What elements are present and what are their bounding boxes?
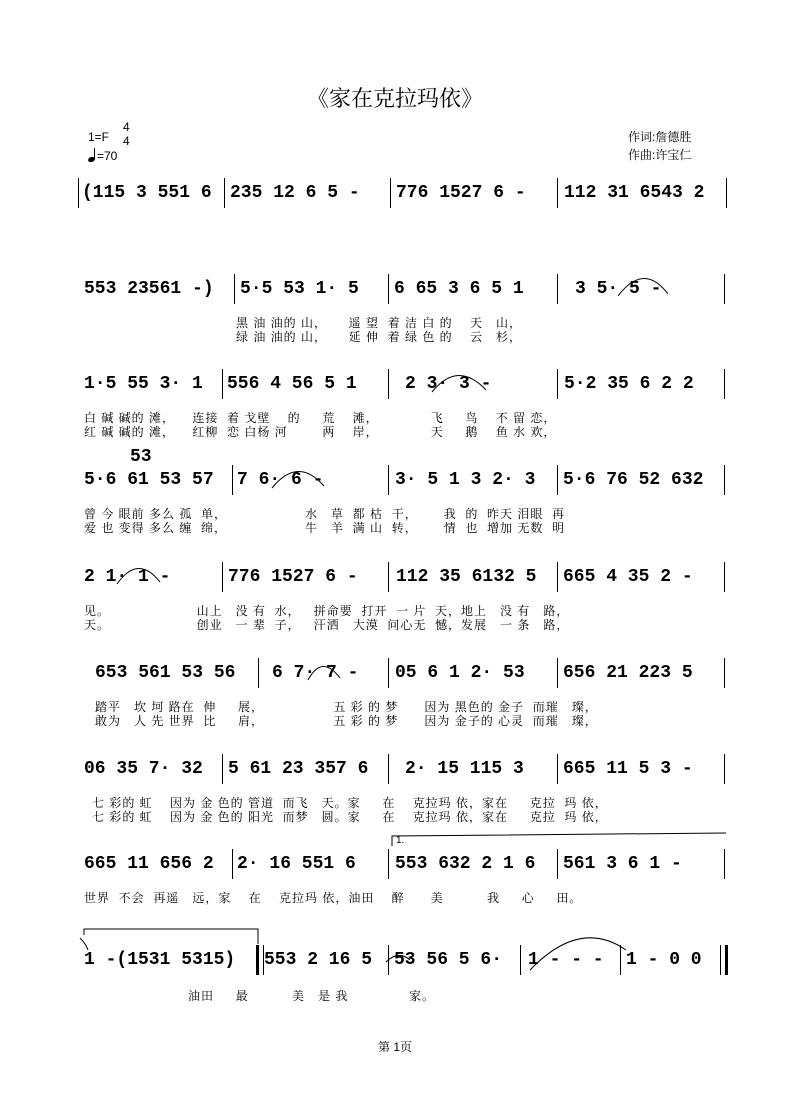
lyric-line-2: 红 碱 碱的 滩， 红柳 恋 白杨 河 两 岸， 天 鹅 鱼 水 欢，: [84, 425, 557, 439]
barline: [724, 658, 725, 688]
barline: [557, 754, 558, 784]
repeat-barline: [256, 945, 264, 975]
barline: [388, 562, 389, 592]
barline: [222, 754, 223, 784]
measure: 7 6· 6 -: [237, 470, 324, 490]
measure: 112 35 6132 5: [396, 567, 537, 587]
page-title: 《家在克拉玛依》: [306, 86, 483, 111]
measure: 665 11 5 3 -: [563, 759, 693, 779]
barline: [520, 945, 521, 975]
measure: 112 31 6543 2: [564, 183, 705, 203]
lyric-line-1: 曾 今 眼前 多么 孤 单， 水 草 都 枯 干， 我 的 昨天 泪眼 再: [84, 507, 566, 521]
tempo-marking: [88, 148, 117, 163]
barline: [724, 369, 725, 399]
barline: [388, 369, 389, 399]
measure: 776 1527 6 -: [396, 183, 526, 203]
lyric-line-1: 白 碱 碱的 滩， 连接 着 戈壁 的 荒 滩， 飞 鸟 不 留 恋，: [84, 411, 557, 425]
barline: [388, 274, 389, 304]
measure: 5·6 61 53 57: [84, 470, 214, 490]
time-sig-bottom: 4: [123, 134, 130, 148]
barline: [222, 562, 223, 592]
quarter-note-icon: [88, 149, 97, 163]
barline: [724, 562, 725, 592]
measure: 1 -(1531 5315): [84, 950, 236, 970]
measure: 06 35 7· 32: [84, 759, 203, 779]
lyric-line-1: 见。 山上 没 有 水， 拼命要 打开 一 片 天，地上 没 有 路，: [84, 604, 570, 618]
barline: [224, 178, 225, 208]
measure: 665 4 35 2 -: [563, 567, 693, 587]
measure: 556 4 56 5 1: [227, 374, 357, 394]
measure: 6 65 3 6 5 1: [394, 279, 524, 299]
measure: 1·5 55 3· 1: [84, 374, 203, 394]
barline: [388, 945, 389, 975]
time-sig-top: 4: [123, 120, 130, 134]
page-number: 第 1页: [377, 1040, 412, 1054]
volta-label: 1.: [396, 835, 405, 846]
lyric-line-2: 七 彩的 虹 因为 金 色的 阳光 而梦 圆。家 在 克拉玛 依，家在 克拉 玛 依，: [92, 810, 608, 824]
measure: 2 3· 3 -: [405, 374, 492, 394]
measure: 561 3 6 1 -: [563, 854, 682, 874]
barline: [232, 849, 233, 879]
lyric-line-1: 黑 油 油的 山， 遥 望 着 洁 白 的 天 山，: [236, 316, 523, 330]
measure: 653 561 53 56: [95, 663, 236, 683]
measure: 656 21 223 5: [563, 663, 693, 683]
barline: [724, 754, 725, 784]
lyricist-credit: 作词:詹德胜: [628, 130, 692, 144]
measure: 235 12 6 5 -: [230, 183, 360, 203]
barline: [388, 658, 389, 688]
key-signature: 1=F: [88, 130, 110, 144]
stacked-notes: 53: [130, 447, 152, 467]
measure: 553 632 2 1 6: [395, 854, 536, 874]
measure: 3· 5 1 3 2· 3: [395, 470, 536, 490]
barline: [557, 465, 558, 495]
measure: 2 1· 1 -: [84, 567, 171, 587]
lyric-line-1: 七 彩的 虹 因为 金 色的 管道 而飞 天。家 在 克拉玛 依，家在 克拉 玛 依，: [92, 796, 608, 810]
measure: 2· 15 115 3: [405, 759, 524, 779]
lyric-line-1: 油田 最 美 是 我 家。: [84, 989, 436, 1003]
barline: [388, 754, 389, 784]
barline: [724, 849, 725, 879]
barline: [232, 465, 233, 495]
barline: [557, 369, 558, 399]
tempo-value: =70: [97, 149, 118, 163]
measure: 5 61 23 357 6: [228, 759, 369, 779]
barline: [222, 369, 223, 399]
measure: 1 - - -: [528, 950, 604, 970]
measure: 553 23561 -): [84, 279, 214, 299]
measure: 5·6 76 52 632: [563, 470, 704, 490]
time-signature: [123, 120, 130, 148]
barline: [258, 658, 259, 688]
barline: [78, 178, 79, 208]
barline: [388, 849, 389, 879]
lyric-line-1: 世界 不会 再遥 远，家 在 克拉玛 依，油田 醉 美 我 心 田。: [84, 891, 583, 905]
barline: [557, 562, 558, 592]
barline: [557, 658, 558, 688]
measure: 05 6 1 2· 53: [395, 663, 525, 683]
barline: [620, 945, 621, 975]
barline: [724, 465, 725, 495]
barline: [388, 465, 389, 495]
barline: [390, 178, 391, 208]
measure: 553 2 16 5: [264, 950, 373, 970]
barline: [557, 178, 558, 208]
barline: [234, 274, 235, 304]
lyric-line-2: 敢为 人 先 世界 比 肩， 五 彩 的 梦 因为 金子的 心灵 而璀 璨，: [95, 714, 598, 728]
lyric-line-2: 绿 油 油的 山， 延 伸 着 绿 色 的 云 杉，: [236, 330, 523, 344]
measure: (115 3 551 6: [82, 183, 212, 203]
lyric-line-2: 爱 也 变得 多么 缠 绵， 牛 羊 满 山 转， 情 也 增加 无数 明: [84, 521, 566, 535]
measure: 776 1527 6 -: [228, 567, 358, 587]
measure: 5·5 53 1· 5: [240, 279, 359, 299]
measure: 2· 16 551 6: [237, 854, 356, 874]
measure: 6 7· 7 -: [272, 663, 359, 683]
lyric-line-1: 踏平 坎 坷 路在 伸 展， 五 彩 的 梦 因为 黑色的 金子 而璀 璨，: [95, 700, 598, 714]
measure: 3 5· 5 -: [575, 279, 662, 299]
composer-credit: 作曲:许宝仁: [628, 148, 692, 162]
measure: 1 - 0 0: [626, 950, 702, 970]
lyric-line-2: 天。 创业 一 辈 子， 汗洒 大漠 问心无 憾，发展 一 条 路，: [84, 618, 570, 632]
measure: 53 56 5 6·: [394, 950, 503, 970]
barline: [726, 178, 727, 208]
final-barline: [720, 945, 728, 975]
measure: 665 11 656 2: [84, 854, 214, 874]
barline: [724, 274, 725, 304]
barline: [557, 274, 558, 304]
barline: [557, 849, 558, 879]
measure: 5·2 35 6 2 2: [564, 374, 694, 394]
